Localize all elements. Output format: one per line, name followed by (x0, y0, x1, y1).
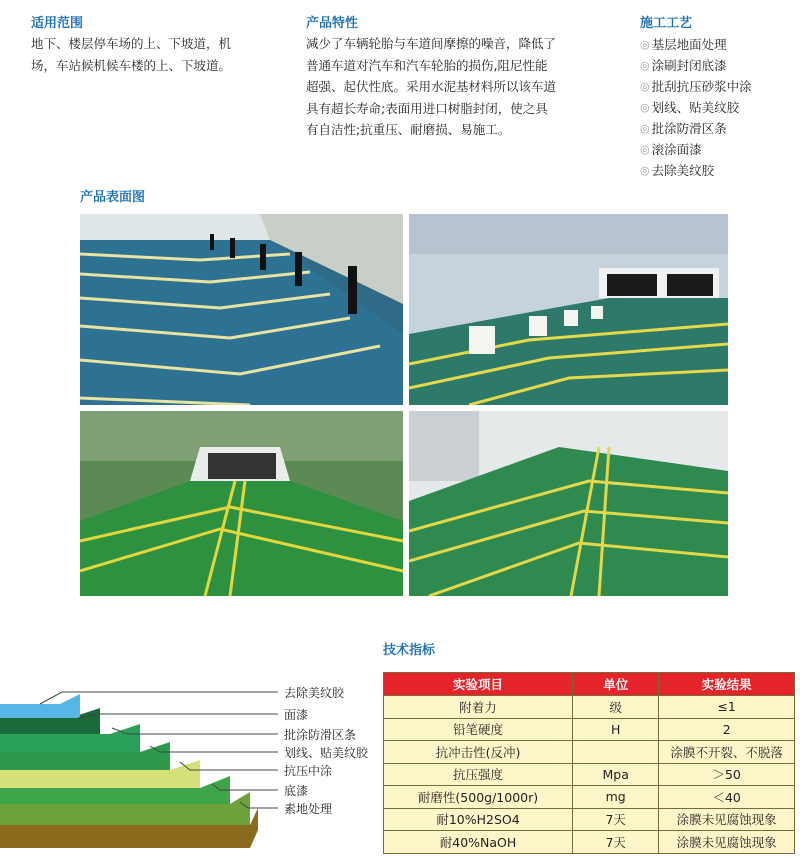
process-step: ◎ 去除美纹胶 (640, 160, 752, 181)
process-step: ◎ 滚涂面漆 (640, 139, 752, 160)
scope-title: 适用范围 (31, 16, 84, 31)
spec-header: 单位 (573, 673, 659, 696)
spec-header: 实验结果 (659, 673, 795, 696)
process-steps (640, 34, 752, 181)
process-step: ◎ 批涂防滑区条 (640, 118, 752, 139)
process-title: 施工工艺 (640, 16, 693, 31)
features-line: 具有超长寿命;表面用进口树脂封闭，使之具 (306, 100, 548, 116)
table-row: 耐40%NaOH 7天 涂膜未见腐蚀现象 (384, 831, 795, 854)
features-line: 减少了车辆轮胎与车道间摩擦的噪音，降低了 (306, 36, 557, 51)
ramp-photo-2 (409, 214, 728, 405)
features-text (306, 33, 556, 141)
layer-label: 划线、贴美纹胶 (284, 746, 369, 760)
features-line: 普通车道对汽车和汽车轮胎的损伤,阻尼性能 (306, 57, 548, 73)
layer-label: 抗压中涂 (284, 764, 333, 778)
features-title: 产品特性 (306, 16, 359, 31)
scope-line: 场，车站候机候车楼的上、下坡道。 (31, 57, 232, 73)
bullet-icon: ◎ (640, 164, 650, 177)
bullet-icon: ◎ (640, 80, 650, 93)
ramp-photo-1 (80, 214, 403, 405)
ramp-photo-4 (409, 411, 728, 596)
gallery-title: 产品表面图 (80, 190, 146, 205)
layer-label: 面漆 (284, 708, 309, 722)
table-row: 耐10%H2SO4 7天 涂膜未见腐蚀现象 (384, 808, 795, 831)
layer-label: 底漆 (284, 784, 309, 798)
spec-header: 实验项目 (384, 673, 573, 696)
process-step: ◎ 批刮抗压砂浆中涂 (640, 76, 752, 97)
ramp-photo-3 (80, 411, 403, 596)
process-step: ◎ 划线、贴美纹胶 (640, 97, 752, 118)
scope-text (31, 33, 231, 76)
features-line: 超强、起伏性底。采用水泥基材料所以该车道 (306, 79, 557, 94)
bullet-icon: ◎ (640, 59, 650, 72)
scope-line: 地下、楼层停车场的上、下坡道，机 (31, 36, 232, 51)
spec-header-row (384, 673, 795, 696)
layer-label: 去除美纹胶 (284, 686, 345, 700)
table-row: 附着力 级 ≤1 (384, 696, 795, 719)
layer-label: 素地处理 (284, 802, 333, 816)
bullet-icon: ◎ (640, 38, 650, 51)
table-row: 铅笔硬度 H 2 (384, 718, 795, 741)
spec-table (383, 672, 795, 854)
layer-label: 批涂防滑区条 (284, 728, 357, 742)
bullet-icon: ◎ (640, 143, 650, 156)
table-row: 抗冲击性(反冲) 涂膜不开裂、不脱落 (384, 741, 795, 764)
process-step: ◎ 基层地面处理 (640, 34, 752, 55)
bullet-icon: ◎ (640, 122, 650, 135)
table-row: 耐磨性(500g/1000r) mg ＜40 (384, 786, 795, 809)
bullet-icon: ◎ (640, 101, 650, 114)
table-row: 抗压强度 Mpa ＞50 (384, 763, 795, 786)
specs-title: 技术指标 (383, 643, 436, 658)
process-step: ◎ 涂刷封闭底漆 (640, 55, 752, 76)
features-line: 有自洁性;抗重压、耐磨损、易施工。 (306, 122, 511, 137)
